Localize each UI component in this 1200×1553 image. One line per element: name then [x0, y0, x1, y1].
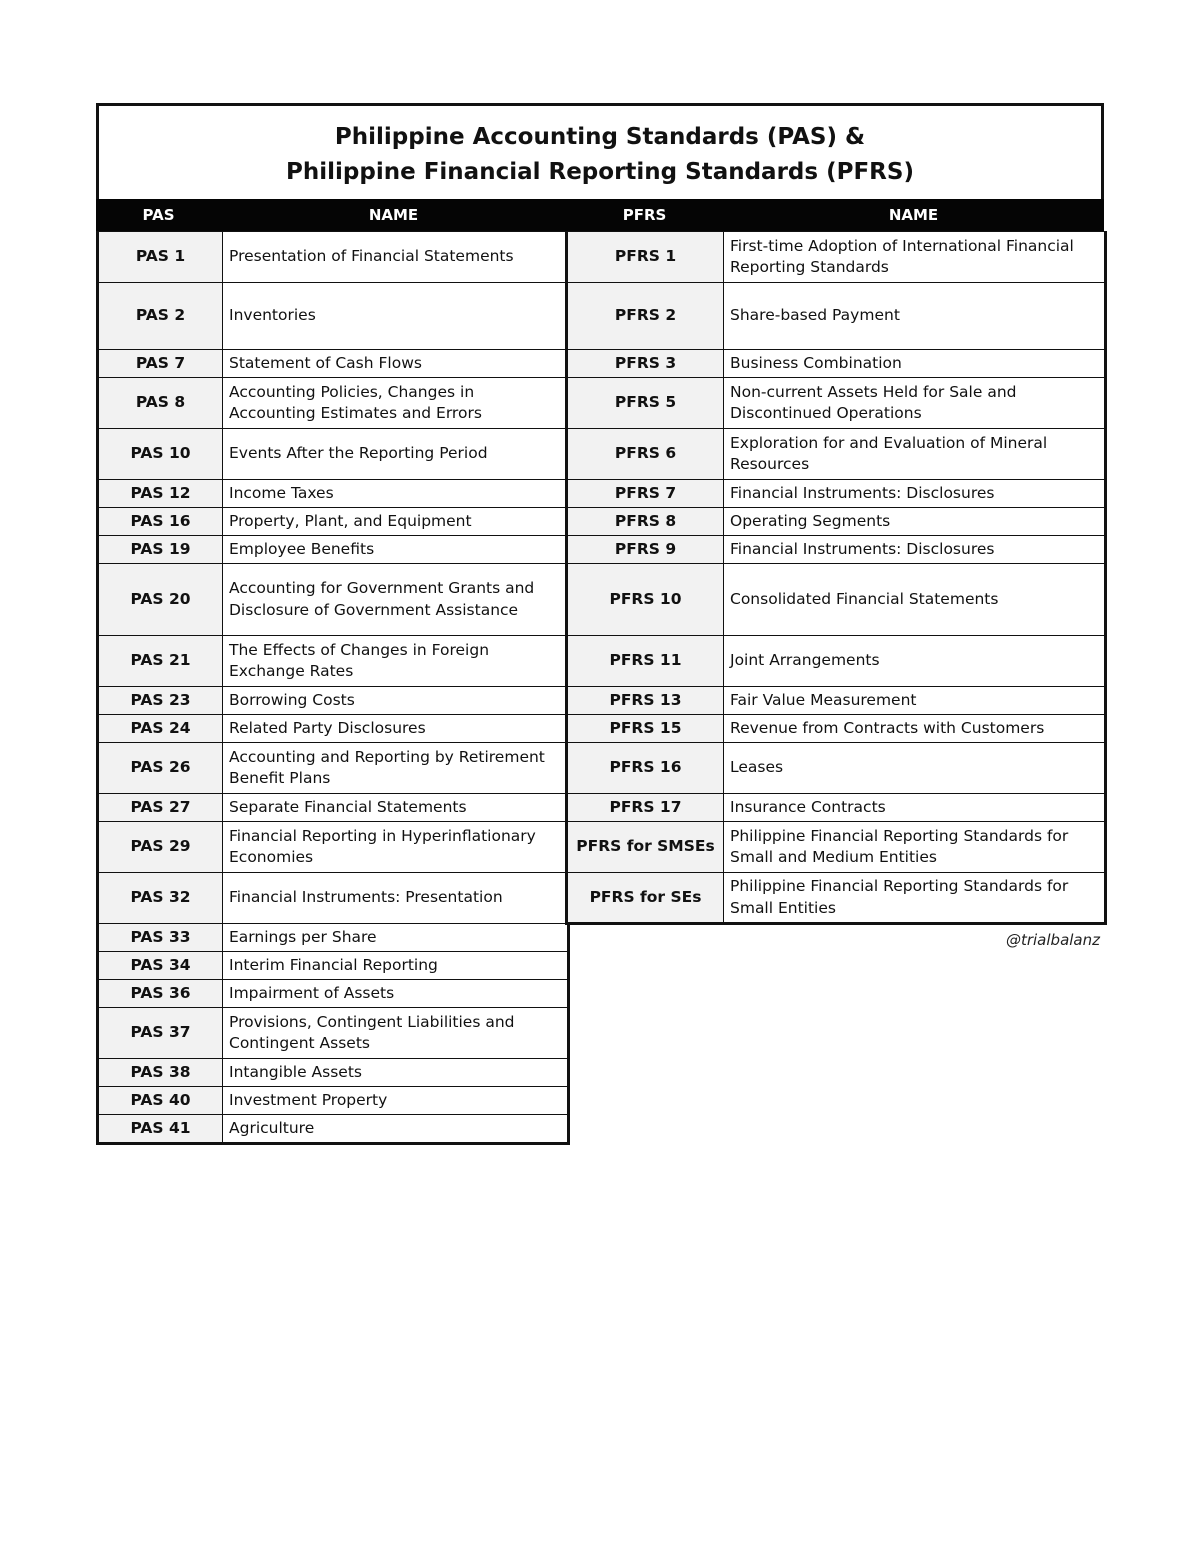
- pfrs-row: [567, 715, 1106, 743]
- pas-row: [98, 1059, 569, 1087]
- pas-code: PAS 33: [98, 924, 223, 952]
- pas-row: [98, 564, 569, 636]
- pfrs-code: PFRS 3: [567, 350, 724, 378]
- pas-code: PAS 34: [98, 952, 223, 980]
- pfrs-name: Philippine Financial Reporting Standards for Small and Medium Entities: [724, 822, 1106, 873]
- pas-name: Financial Instruments: Presentation: [223, 873, 569, 924]
- pas-code: PAS 7: [98, 350, 223, 378]
- pfrs-row: [567, 283, 1106, 350]
- pfrs-name: First-time Adoption of International Financial Reporting Standards: [724, 232, 1106, 283]
- pfrs-name: Fair Value Measurement: [724, 687, 1106, 715]
- pfrs-code: PFRS 2: [567, 283, 724, 350]
- pfrs-row: [567, 429, 1106, 480]
- pas-row: [98, 715, 569, 743]
- pfrs-row: [567, 232, 1106, 283]
- pfrs-name: Revenue from Contracts with Customers: [724, 715, 1106, 743]
- pas-code: PAS 23: [98, 687, 223, 715]
- pfrs-row: [567, 508, 1106, 536]
- pas-name: Financial Reporting in Hyperinflationary Economies: [223, 822, 569, 873]
- pfrs-row: [567, 564, 1106, 636]
- pfrs-name: Share-based Payment: [724, 283, 1106, 350]
- pas-row: [98, 952, 569, 980]
- pfrs-name: Non-current Assets Held for Sale and Discontinued Operations: [724, 378, 1106, 429]
- pfrs-name: Consolidated Financial Statements: [724, 564, 1106, 636]
- pfrs-row: [567, 873, 1106, 924]
- pas-name: Intangible Assets: [223, 1059, 569, 1087]
- pas-row: [98, 1087, 569, 1115]
- pas-row: [98, 350, 569, 378]
- pas-name: Events After the Reporting Period: [223, 429, 569, 480]
- pas-code: PAS 20: [98, 564, 223, 636]
- pfrs-code: PFRS 9: [567, 536, 724, 564]
- pas-row: [98, 283, 569, 350]
- pfrs-row: [567, 794, 1106, 822]
- pfrs-row: [567, 636, 1106, 687]
- pas-row: [98, 1008, 569, 1059]
- pas-name: Related Party Disclosures: [223, 715, 569, 743]
- pas-name: Separate Financial Statements: [223, 794, 569, 822]
- pas-name: The Effects of Changes in Foreign Exchange Rates: [223, 636, 569, 687]
- pas-code: PAS 37: [98, 1008, 223, 1059]
- pas-name: Presentation of Financial Statements: [223, 232, 569, 283]
- pfrs-row: [567, 480, 1106, 508]
- pas-name: Employee Benefits: [223, 536, 569, 564]
- pas-code: PAS 27: [98, 794, 223, 822]
- pfrs-name: Operating Segments: [724, 508, 1106, 536]
- pas-name: Statement of Cash Flows: [223, 350, 569, 378]
- pas-name: Investment Property: [223, 1087, 569, 1115]
- pas-code: PAS 2: [98, 283, 223, 350]
- pas-code: PAS 10: [98, 429, 223, 480]
- header-pas: PAS: [142, 206, 175, 224]
- pas-row: [98, 873, 569, 924]
- pas-name: Inventories: [223, 283, 569, 350]
- pas-code: PAS 8: [98, 378, 223, 429]
- pas-name: Provisions, Contingent Liabilities and Contingent Assets: [223, 1008, 569, 1059]
- pfrs-code: PFRS 17: [567, 794, 724, 822]
- pas-row: [98, 378, 569, 429]
- pas-row: [98, 1115, 569, 1144]
- header-pfrs: PFRS: [622, 206, 667, 224]
- pfrs-row: [567, 536, 1106, 564]
- pfrs-code: PFRS 10: [567, 564, 724, 636]
- pas-code: PAS 16: [98, 508, 223, 536]
- pas-row: [98, 232, 569, 283]
- pfrs-name: Leases: [724, 743, 1106, 794]
- pas-code: PAS 24: [98, 715, 223, 743]
- pfrs-code: PFRS 13: [567, 687, 724, 715]
- pas-code: PAS 29: [98, 822, 223, 873]
- pas-name: Accounting Policies, Changes in Accounting Estimates and Errors: [223, 378, 569, 429]
- pas-code: PAS 21: [98, 636, 223, 687]
- pfrs-code: PFRS 7: [567, 480, 724, 508]
- pas-row: [98, 429, 569, 480]
- pfrs-code: PFRS for SMSEs: [567, 822, 724, 873]
- pfrs-code: PFRS 8: [567, 508, 724, 536]
- pas-code: PAS 19: [98, 536, 223, 564]
- pfrs-row: [567, 350, 1106, 378]
- pas-code: PAS 32: [98, 873, 223, 924]
- pfrs-name: Financial Instruments: Disclosures: [724, 480, 1106, 508]
- pas-row: [98, 743, 569, 794]
- pas-name: Property, Plant, and Equipment: [223, 508, 569, 536]
- document-title: [96, 103, 1104, 199]
- pas-row: [98, 480, 569, 508]
- author-handle: @trialbalanz: [1005, 931, 1100, 949]
- pfrs-row: [567, 687, 1106, 715]
- pas-code: PAS 38: [98, 1059, 223, 1087]
- header-pfrs-name: NAME: [888, 206, 939, 224]
- pfrs-code: PFRS 6: [567, 429, 724, 480]
- pfrs-name: Business Combination: [724, 350, 1106, 378]
- pas-name: Agriculture: [223, 1115, 569, 1144]
- pfrs-row: [567, 378, 1106, 429]
- pfrs-name: Insurance Contracts: [724, 794, 1106, 822]
- pas-name: Earnings per Share: [223, 924, 569, 952]
- pas-code: PAS 36: [98, 980, 223, 1008]
- table-header-row: [96, 199, 1104, 231]
- pfrs-code: PFRS for SEs: [567, 873, 724, 924]
- pfrs-name: Financial Instruments: Disclosures: [724, 536, 1106, 564]
- pas-name: Borrowing Costs: [223, 687, 569, 715]
- title-line-1: Philippine Accounting Standards (PAS) &: [334, 124, 866, 150]
- pas-row: [98, 980, 569, 1008]
- header-pas-name: NAME: [368, 206, 419, 224]
- pfrs-code: PFRS 5: [567, 378, 724, 429]
- pfrs-row: [567, 743, 1106, 794]
- pas-table: [96, 231, 570, 1145]
- pas-row: [98, 687, 569, 715]
- pfrs-code: PFRS 1: [567, 232, 724, 283]
- pas-name: Income Taxes: [223, 480, 569, 508]
- pas-name: Accounting for Government Grants and Disclosure of Government Assistance: [223, 564, 569, 636]
- pas-row: [98, 536, 569, 564]
- pfrs-row: [567, 822, 1106, 873]
- pfrs-code: PFRS 11: [567, 636, 724, 687]
- pas-code: PAS 12: [98, 480, 223, 508]
- pas-row: [98, 924, 569, 952]
- pfrs-code: PFRS 15: [567, 715, 724, 743]
- pas-row: [98, 636, 569, 687]
- pas-name: Impairment of Assets: [223, 980, 569, 1008]
- pas-name: Interim Financial Reporting: [223, 952, 569, 980]
- pas-code: PAS 1: [98, 232, 223, 283]
- pas-code: PAS 41: [98, 1115, 223, 1144]
- pfrs-name: Exploration for and Evaluation of Mineral Resources: [724, 429, 1106, 480]
- pfrs-name: Philippine Financial Reporting Standards for Small Entities: [724, 873, 1106, 924]
- pas-code: PAS 40: [98, 1087, 223, 1115]
- pas-row: [98, 794, 569, 822]
- pas-row: [98, 822, 569, 873]
- title-line-2: Philippine Financial Reporting Standards (PFRS): [286, 159, 914, 185]
- pfrs-table: [565, 231, 1107, 925]
- pas-name: Accounting and Reporting by Retirement Benefit Plans: [223, 743, 569, 794]
- pfrs-name: Joint Arrangements: [724, 636, 1106, 687]
- pas-code: PAS 26: [98, 743, 223, 794]
- pfrs-code: PFRS 16: [567, 743, 724, 794]
- pas-row: [98, 508, 569, 536]
